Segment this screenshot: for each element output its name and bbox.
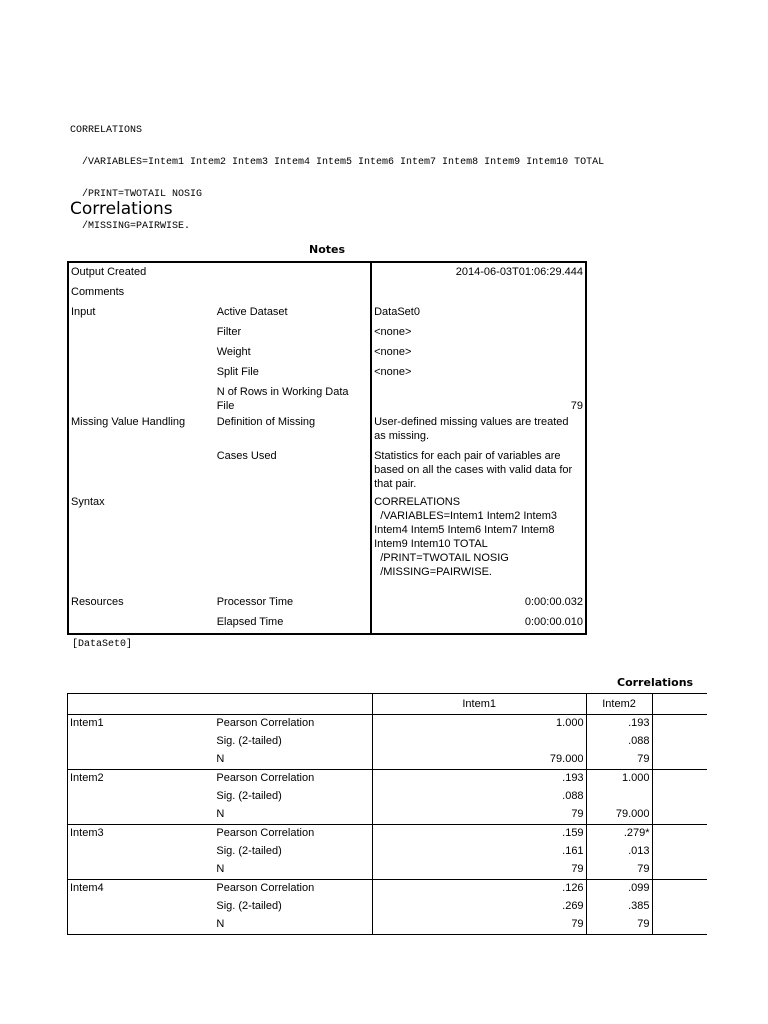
notes-row bbox=[68, 493, 586, 593]
notes-value: 79 bbox=[371, 383, 586, 413]
correlations-caption: Correlations bbox=[617, 676, 694, 689]
notes-sublabel: Definition of Missing bbox=[216, 416, 316, 428]
syntax-line: /MISSING=PAIRWISE. bbox=[70, 221, 191, 232]
row-variable: Intem4 bbox=[68, 880, 215, 899]
cell-value: 1.000 bbox=[586, 770, 652, 789]
notes-value: Statistics for each pair of variables are based on all the cases with valid data for that pair. bbox=[371, 447, 586, 493]
cell-value bbox=[372, 733, 586, 751]
row-statistic: Pearson Correlation bbox=[214, 825, 372, 844]
notes-value: DataSet0 bbox=[371, 303, 586, 323]
notes-label: Syntax bbox=[71, 496, 105, 508]
cell-value: .126 bbox=[372, 880, 586, 899]
notes-caption: Notes bbox=[308, 243, 346, 256]
syntax-line: /PRINT=TWOTAIL NOSIG bbox=[70, 189, 203, 200]
notes-row bbox=[68, 283, 586, 303]
notes-value: 0:00:00.032 bbox=[371, 593, 586, 613]
row-variable: Intem3 bbox=[68, 825, 215, 844]
row-statistic: Pearson Correlation bbox=[214, 880, 372, 899]
correlations-table-viewport bbox=[67, 693, 652, 933]
row-statistic: Pearson Correlation bbox=[214, 770, 372, 789]
notes-value: <none> bbox=[371, 363, 586, 383]
cell-value: .193 bbox=[372, 770, 586, 789]
notes-label: Input bbox=[71, 306, 96, 318]
row-statistic: Sig. (2-tailed) bbox=[216, 845, 282, 857]
notes-value: 0:00:00.010 bbox=[371, 613, 586, 634]
notes-value: <none> bbox=[371, 323, 586, 343]
cell-value: .099 bbox=[586, 880, 652, 899]
notes-value: 2014-06-03T01:06:29.444 bbox=[371, 262, 586, 283]
notes-label: Resources bbox=[71, 596, 124, 608]
table-row bbox=[68, 898, 708, 916]
notes-sublabel: Weight bbox=[216, 346, 251, 358]
cell-value: .088 bbox=[372, 788, 586, 806]
header-row bbox=[68, 694, 708, 715]
cell-value: 79 bbox=[586, 916, 652, 935]
row-statistic: Sig. (2-tailed) bbox=[216, 790, 282, 802]
notes-sublabel: N of Rows in Working Data File bbox=[216, 386, 349, 412]
section-title: Correlations bbox=[70, 199, 173, 219]
row-variable: Intem2 bbox=[68, 770, 215, 789]
notes-sublabel: Processor Time bbox=[216, 596, 294, 608]
row-variable: Intem1 bbox=[70, 717, 104, 729]
cell-value: .193 bbox=[586, 715, 652, 734]
table-row bbox=[68, 733, 708, 751]
cell-value bbox=[586, 788, 652, 806]
syntax-block bbox=[70, 107, 655, 251]
notes-row bbox=[68, 593, 586, 613]
cell-value: 79.000 bbox=[372, 751, 586, 770]
notes-row bbox=[68, 323, 586, 343]
notes-label: Output Created bbox=[71, 266, 147, 278]
row-statistic: Pearson Correlation bbox=[216, 717, 315, 729]
table-row bbox=[68, 751, 708, 770]
notes-row bbox=[68, 303, 586, 323]
cell-value: 1.000 bbox=[372, 715, 586, 734]
table-row bbox=[68, 715, 708, 734]
notes-row bbox=[68, 343, 586, 363]
syntax-line: CORRELATIONS bbox=[70, 125, 143, 136]
notes-row bbox=[68, 363, 586, 383]
table-row bbox=[68, 806, 708, 825]
cell-value: .269 bbox=[372, 898, 586, 916]
cell-value: 79 bbox=[372, 861, 586, 880]
cell-value: 79 bbox=[372, 806, 586, 825]
notes-sublabel: Split File bbox=[216, 366, 259, 378]
cell-value: .013 bbox=[586, 843, 652, 861]
row-statistic: N bbox=[216, 863, 225, 875]
column-header: Intem2 bbox=[586, 694, 652, 715]
cell-value: 79 bbox=[586, 861, 652, 880]
syntax-line: /VARIABLES=Intem1 Intem2 Intem3 Intem4 Intem5 Intem6 Intem7 Intem8 Intem9 Intem10 TOTAL bbox=[70, 157, 605, 168]
row-statistic: N bbox=[216, 808, 225, 820]
notes-value: <none> bbox=[371, 343, 586, 363]
notes-value: User-defined missing values are treated as missing. bbox=[371, 413, 586, 447]
table-row bbox=[68, 825, 708, 844]
notes-table bbox=[67, 261, 587, 635]
cell-value: .279* bbox=[586, 825, 652, 844]
notes-row bbox=[68, 413, 586, 447]
row-statistic: N bbox=[216, 753, 225, 765]
column-header: Intem1 bbox=[372, 694, 586, 715]
row-statistic: N bbox=[216, 918, 225, 930]
cell-value: 79 bbox=[586, 751, 652, 770]
notes-sublabel: Active Dataset bbox=[216, 306, 288, 318]
table-row bbox=[68, 843, 708, 861]
row-statistic: Sig. (2-tailed) bbox=[216, 900, 282, 912]
cell-value: 79.000 bbox=[586, 806, 652, 825]
table-row bbox=[68, 788, 708, 806]
correlations-table bbox=[67, 693, 707, 935]
notes-value: CORRELATIONS /VARIABLES=Intem1 Intem2 Intem3 Intem4 Intem5 Intem6 Intem7 Intem8 Intem9 Intem10 TOTAL /PRINT=TWOTAIL NOSIG /MISSING=PAIRWISE. bbox=[371, 493, 586, 593]
notes-row bbox=[68, 613, 586, 634]
table-row bbox=[68, 770, 708, 789]
notes-sublabel: Cases Used bbox=[216, 450, 277, 462]
notes-label: Missing Value Handling bbox=[71, 416, 186, 428]
table-row bbox=[68, 916, 708, 935]
cell-value: .088 bbox=[586, 733, 652, 751]
notes-row bbox=[68, 383, 586, 413]
notes-sublabel: Filter bbox=[216, 326, 242, 338]
cell-value: 79 bbox=[372, 916, 586, 935]
notes-sublabel: Elapsed Time bbox=[216, 616, 284, 628]
row-statistic: Sig. (2-tailed) bbox=[216, 735, 282, 747]
dataset-label: [DataSet0] bbox=[72, 639, 133, 650]
cell-value: .159 bbox=[372, 825, 586, 844]
table-row bbox=[68, 861, 708, 880]
notes-row bbox=[68, 262, 586, 283]
notes-row bbox=[68, 447, 586, 493]
cell-value: .161 bbox=[372, 843, 586, 861]
notes-label: Comments bbox=[71, 286, 125, 298]
cell-value: .385 bbox=[586, 898, 652, 916]
table-row bbox=[68, 880, 708, 899]
